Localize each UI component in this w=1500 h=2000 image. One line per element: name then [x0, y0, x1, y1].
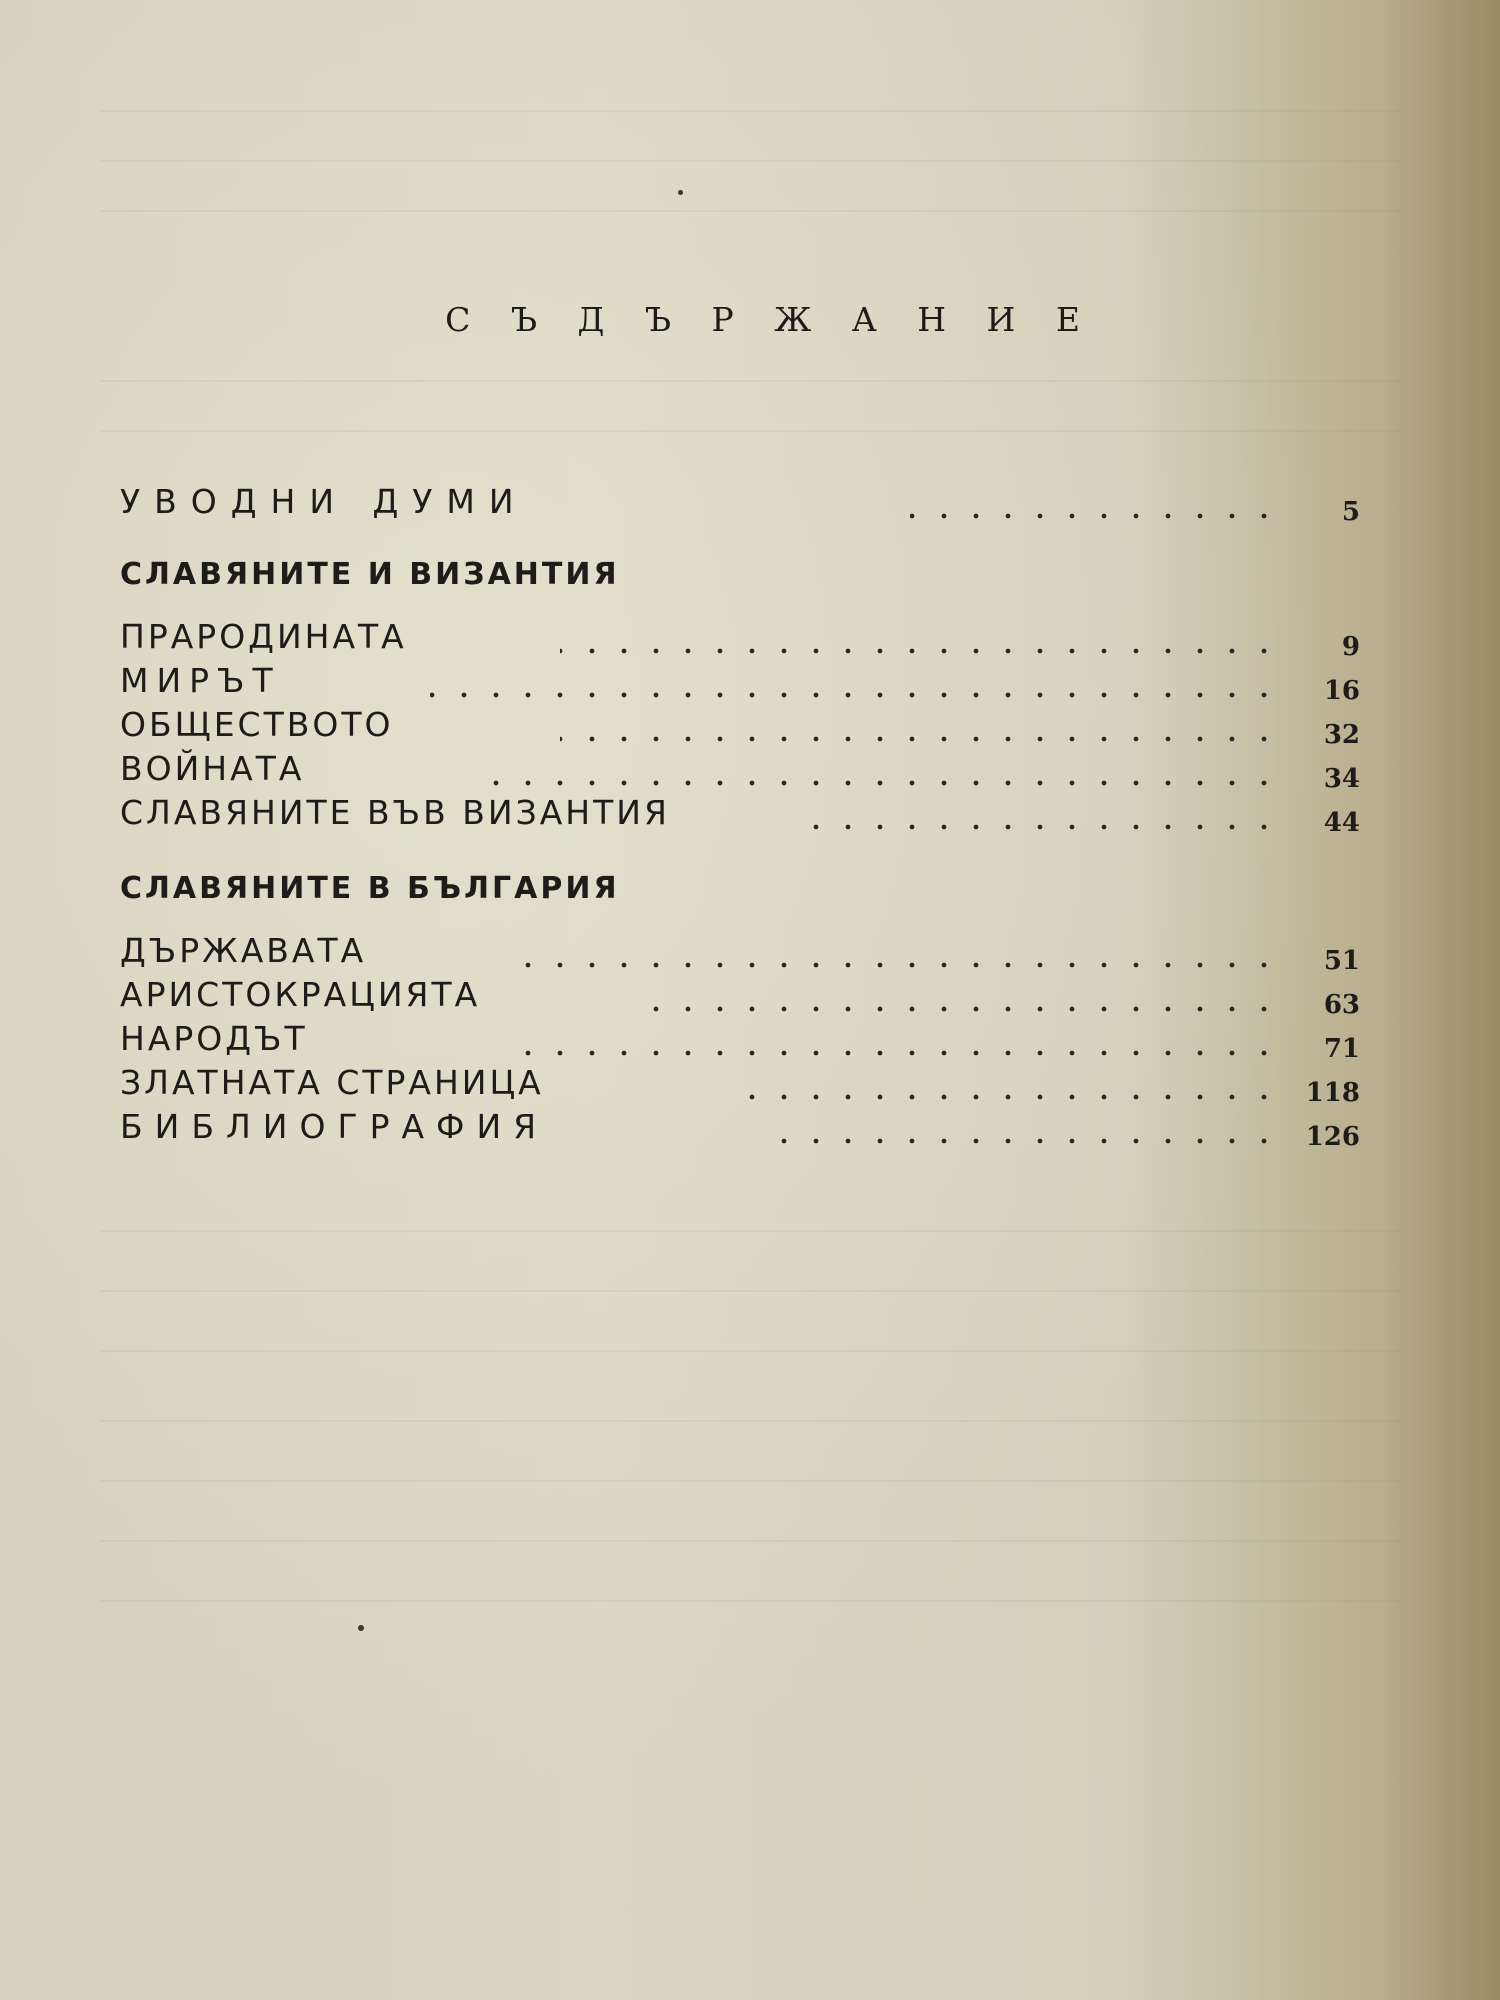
dot-leader	[500, 1050, 1280, 1056]
toc-entry-page: 118	[1305, 1078, 1360, 1108]
toc-entry	[120, 1058, 1360, 1108]
toc-entry-page: 44	[1323, 808, 1360, 838]
dot-leader	[630, 1006, 1280, 1012]
toc-entry-page: 5	[1341, 497, 1360, 527]
toc-entry	[120, 1014, 1360, 1064]
toc-entry-label: НАРОДЪТ	[120, 1019, 308, 1058]
toc-entry	[120, 744, 1360, 794]
toc-entry	[120, 970, 1360, 1020]
dot-leader	[910, 513, 1280, 519]
toc-entry-page: 71	[1323, 1034, 1360, 1064]
toc-entry	[120, 1102, 1360, 1152]
toc-entry-page: 63	[1323, 990, 1360, 1020]
toc-entry-page: 16	[1323, 676, 1360, 706]
toc-entry-label: УВОДНИ ДУМИ	[120, 482, 528, 521]
dot-leader	[480, 780, 1280, 786]
page-title: С Ъ Д Ъ Р Ж А Н И Е	[445, 300, 1095, 339]
toc-entry-page: 34	[1323, 764, 1360, 794]
dot-leader	[560, 648, 1280, 654]
toc-section-label: СЛАВЯНИТЕ И ВИЗАНТИЯ	[120, 557, 620, 592]
dot-leader	[560, 736, 1280, 742]
toc-entry	[120, 788, 1360, 838]
dot-leader	[760, 1138, 1280, 1144]
dot-leader	[430, 692, 1280, 698]
toc-entry-label: ДЪРЖАВАТА	[120, 931, 367, 970]
toc-entry	[120, 612, 1360, 662]
ink-speck	[678, 190, 683, 195]
toc-entry-page: 32	[1323, 720, 1360, 750]
ink-speck	[358, 1625, 364, 1631]
toc-entry	[120, 700, 1360, 750]
toc-section-heading	[120, 548, 1360, 592]
toc-entry-label: АРИСТОКРАЦИЯТА	[120, 975, 481, 1014]
toc-entry-label: ЗЛАТНАТА СТРАНИЦА	[120, 1063, 544, 1102]
toc-entry-page: 51	[1323, 946, 1360, 976]
toc-entry-label: МИРЪТ	[120, 661, 281, 700]
toc-entry-label: ВОЙНАТА	[120, 749, 305, 788]
toc-entry	[120, 926, 1360, 976]
toc-section-heading	[120, 862, 1360, 906]
toc-entry-label: СЛАВЯНИТЕ ВЪВ ВИЗАНТИЯ	[120, 793, 670, 832]
toc-entry	[120, 656, 1360, 706]
dot-leader	[810, 824, 1280, 830]
toc-entry-page: 9	[1341, 632, 1360, 662]
toc-entry-label: ОБЩЕСТВОТО	[120, 705, 394, 744]
dot-leader	[500, 962, 1280, 968]
toc-entry	[120, 477, 1360, 527]
toc-section-label: СЛАВЯНИТЕ В БЪЛГАРИЯ	[120, 871, 620, 906]
toc-entry-label: ПРАРОДИНАТА	[120, 617, 407, 656]
toc-entry-label: БИБЛИОГРАФИЯ	[120, 1107, 549, 1146]
dot-leader	[730, 1094, 1280, 1100]
toc-entry-page: 126	[1305, 1122, 1360, 1152]
